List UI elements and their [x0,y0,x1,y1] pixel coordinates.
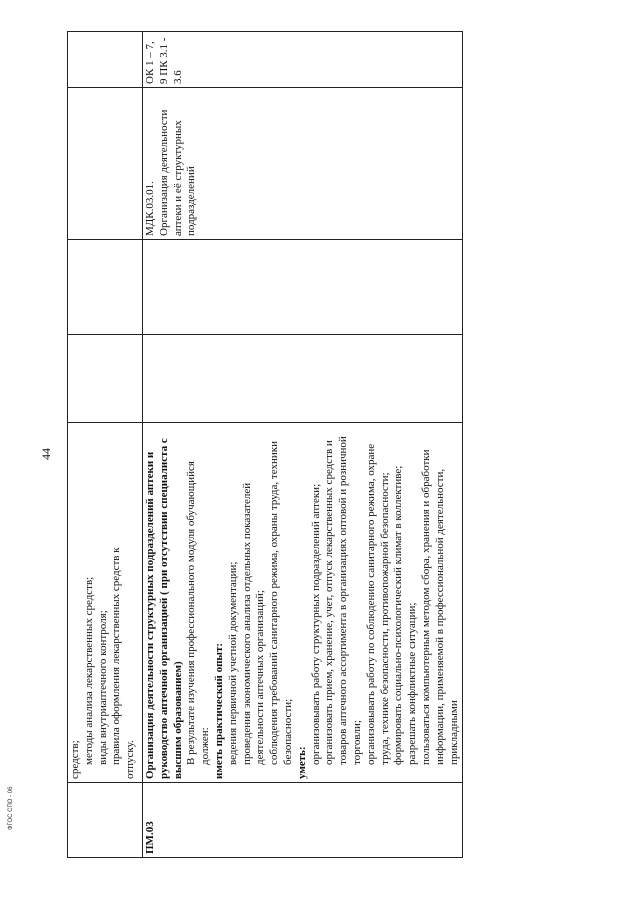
table-row-prev [68,32,143,858]
mdk-cell [143,88,463,240]
module-code: ПМ.03 [143,783,463,858]
prev-row-text: средств; методы анализа лекарственных средств; виды внутриаптечного контроля; правила оформления лекарственных средств к отпуску. [68,423,143,783]
module-title: Организация деятельности структурных подразделений аптеки и руководство аптечной организацией ( при отсутствии специалиста с высшим образованием) [144,438,184,779]
skills-heading: уметь: [295,746,308,779]
competencies-cell: ОК 1 – 7, 9 ПК 3.1 - 3.6 [143,32,463,88]
module-content: Организация деятельности структурных подразделений аптеки и руководство аптечной организацией ( при отсутствии специалиста с высшим образованием) В результате изучения профессионального модуля обучающийся должен: иметь практический опыт: ведения первичной учетной документации; проведения экономического анализа отдельных показателей деятельности аптечных организаций; соблюдения требований санитарного режима, охраны труда, техники безопасности; уметь: организовывать работу структурных подразделений аптеки; организовать прием, хранение, учет, отпуск лекарственных средств и товаров аптечного ассортимента в организациях оптовой и розничной торговли; организовывать работу по соблюдению санитарного режима, охране труда, технике безопасности, противопожарной безопасности; формировать социально-психологический климат в коллективе; разрешать конфликтные ситуации; пользоваться компьютерным методом сбора, хранения и обработки информации, применяемой в профессиональной деятельности, прикладными [143,423,463,783]
page-number: 44 [39,448,53,460]
practice-heading: иметь практический опыт: [212,642,225,779]
curriculum-table [67,32,577,858]
mdk-title: Организация деятельности аптеки и её структурных подразделений [157,109,198,236]
footer-label: ФГОС СПО - 06 [8,786,14,830]
table-row-pm03 [143,32,463,858]
mdk-code: МДК.03.01. [144,181,156,236]
